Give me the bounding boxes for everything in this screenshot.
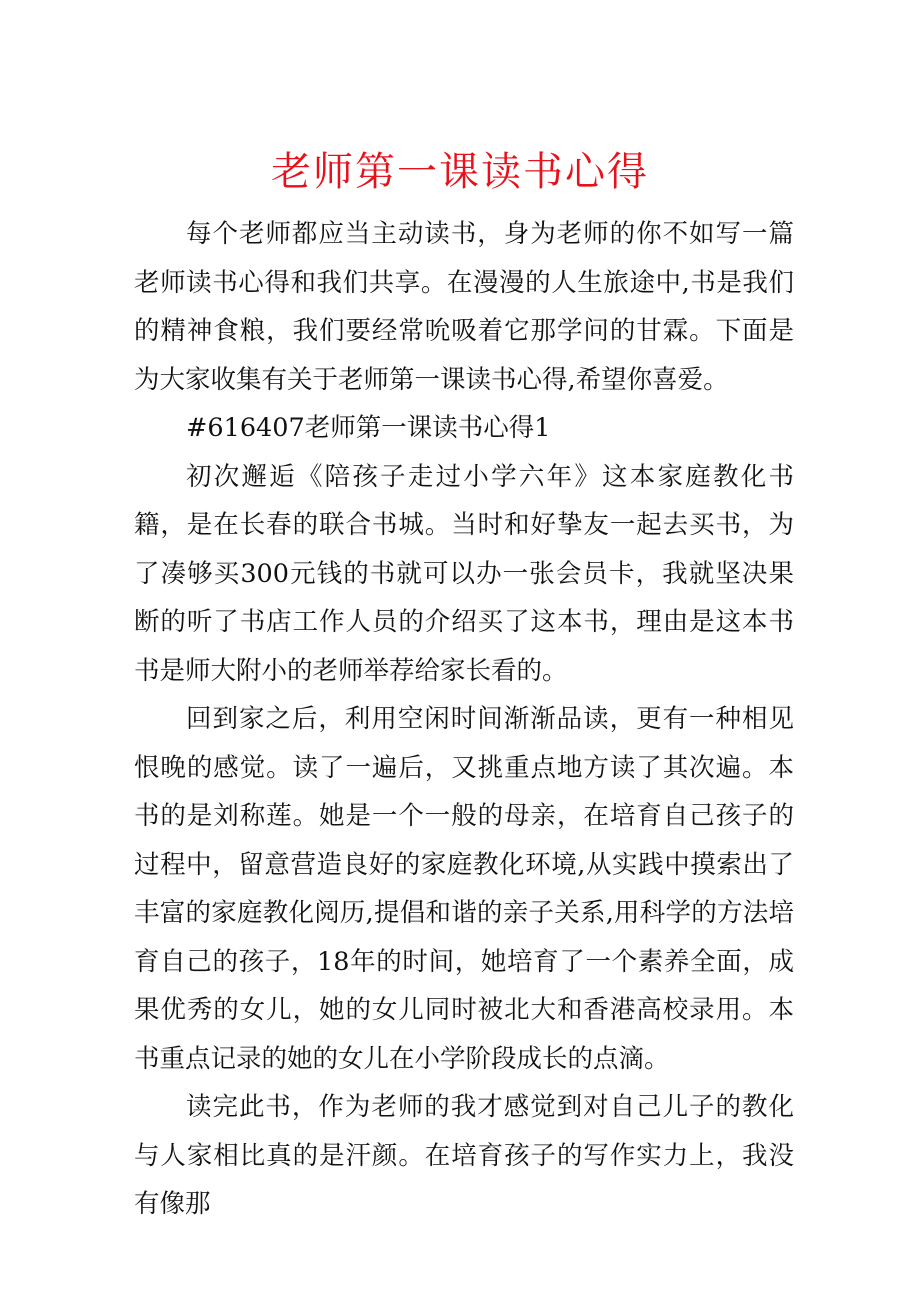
body-paragraph: 读完此书，作为老师的我才感觉到对自己儿子的教化与人家相比真的是汗颜。在培育孩子的写作实力上，我没有像那 [134, 1092, 794, 1219]
body-paragraph: 回到家之后，利用空闲时间渐渐品读，更有一种相见恨晚的感觉。读了一遍后，又挑重点地方读了其次遍。本书的是刘称莲。她是一个一般的母亲，在培育自己孩子的过程中，留意营造良好的家庭教化环境,从实践中摸索出了丰富的家庭教化阅历,提倡和谐的亲子关系,用科学的方法培育自己的孩子，18年的时间，她培育了一个素养全面，成果优秀的女儿，她的女儿同时被北大和香港高校录用。本书重点记录的她的女儿在小学阶段成长的点滴。 [134, 704, 794, 1074]
section-heading: #616407老师第一课读书心得1 [186, 413, 551, 443]
body-paragraph: 初次邂逅《陪孩子走过小学六年》这本家庭教化书籍，是在长春的联合书城。当时和好挚友一起去买书，为了凑够买300元钱的书就可以办一张会员卡，我就坚决果断的听了书店工作人员的介绍买了这本书，理由是这本书书是师大附小的老师举荐给家长看的。 [134, 461, 794, 686]
document-title: 老师第一课读书心得 [271, 149, 649, 195]
document-body [134, 210, 794, 1229]
intro-paragraph: 每个老师都应当主动读书，身为老师的你不如写一篇老师读书心得和我们共享。在漫漫的人生旅途中,书是我们的精神食粮，我们要经常吮吸着它那学问的甘霖。下面是为大家收集有关于老师第一课读书心得,希望你喜爱。 [134, 219, 794, 395]
